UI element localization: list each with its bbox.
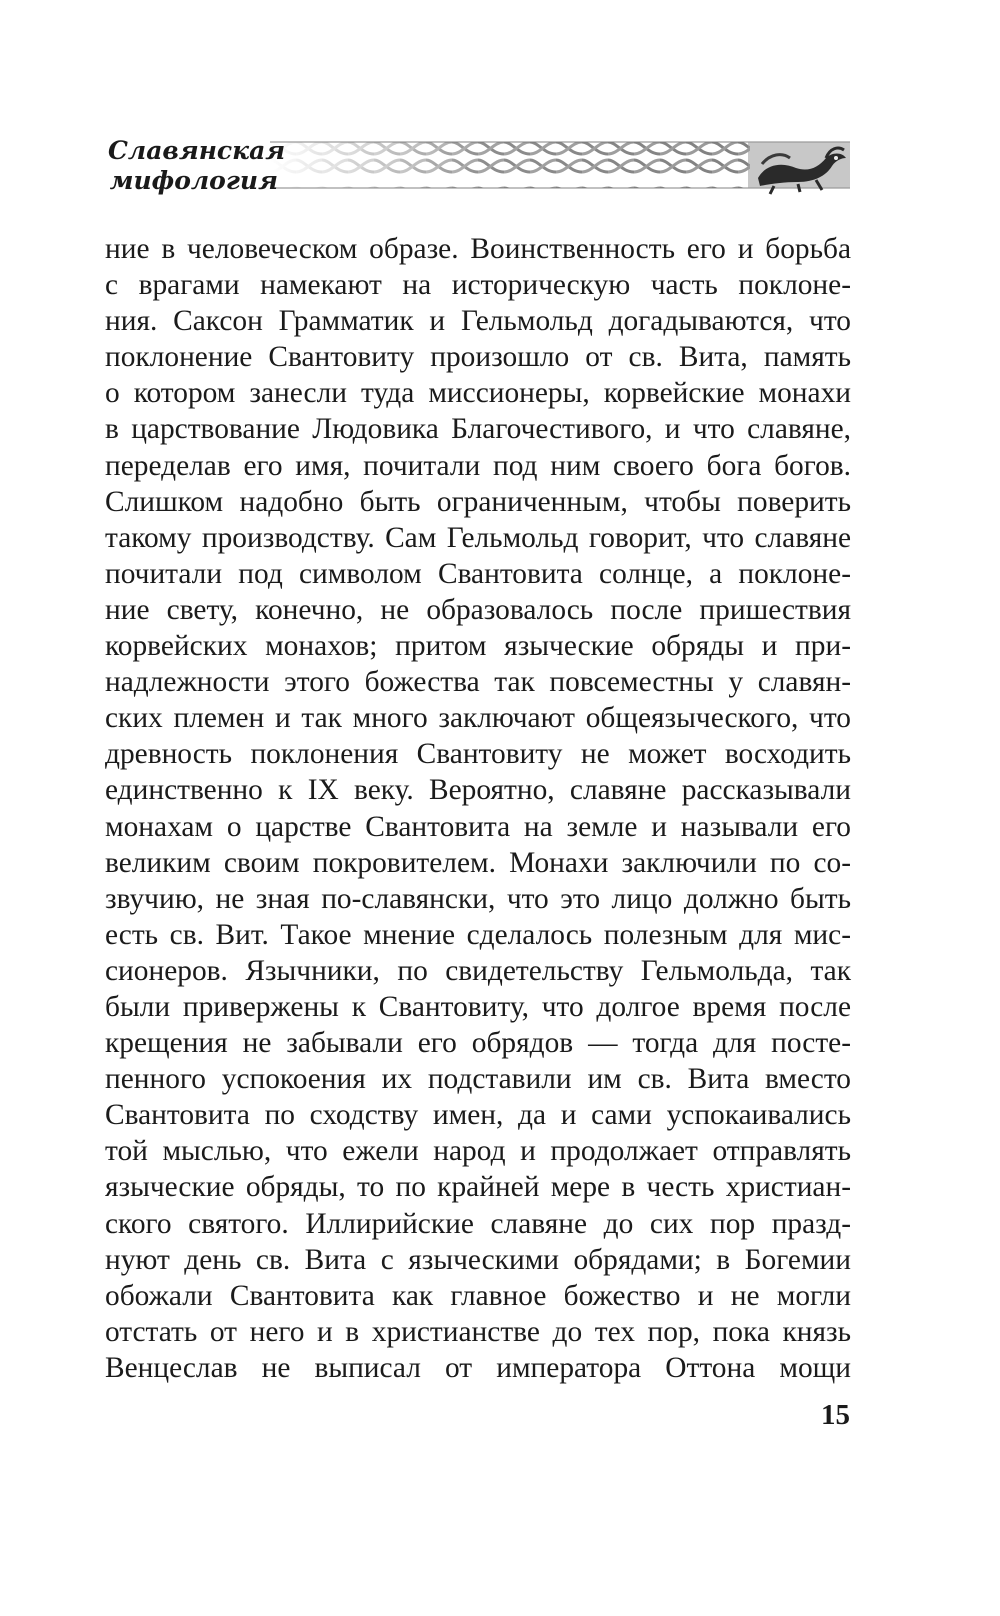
book-title: [108, 136, 286, 196]
text-line: ние в человеческом образе. Воинственность его и борьба: [105, 233, 851, 265]
text-line: обожали Свантовита как главное божество и не могли: [105, 1279, 851, 1312]
text-line: крещения не забывали его обрядов — тогда для посте-: [105, 1027, 851, 1060]
text-line: монахам о царстве Свантовита на земле и называли его: [105, 810, 851, 843]
text-line: есть св. Вит. Такое мнение сделалось полезным для мис-: [105, 918, 851, 951]
text-line: отстать от него и в христианстве до тех пор, пока князь: [105, 1315, 851, 1348]
text-line: были привержены к Свантовиту, что долгое время после: [105, 990, 851, 1023]
text-line: нуют день св. Вита с языческими обрядами; в Богемии: [105, 1243, 851, 1276]
text-line: поклонение Свантовиту произошло от св. Вита, память: [105, 341, 851, 374]
text-line: Слишком надобно быть ограниченным, чтобы поверить: [105, 485, 851, 518]
text-line: великим своим покровителем. Монахи заключили по со-: [105, 846, 851, 879]
text-line: ских племен и так много заключают общеязыческого, что: [105, 702, 851, 735]
page-number: 15: [821, 1399, 850, 1431]
text-line: такому производству. Сам Гельмольд говорит, что славяне: [105, 521, 851, 554]
text-line: ние свету, конечно, не образовалось после пришествия: [105, 593, 851, 626]
text-line: древность поклонения Свантовиту не может восходить: [105, 738, 851, 771]
text-line: звучию, не зная по-славянски, что это лицо должно быть: [105, 882, 851, 915]
text-line: ния. Саксон Грамматик и Гельмольд догадываются, что: [105, 305, 851, 338]
text-line: единственно к IX веку. Вероятно, славяне рассказывали: [105, 774, 851, 807]
text-line: корвейских монахов; притом языческие обряды и при-: [105, 630, 851, 663]
braided-band-with-beast-icon: [270, 134, 850, 196]
text-line: Венцеслав не выписал от императора Оттона мощи: [105, 1351, 851, 1384]
text-line: языческие обряды, то по крайней мере в честь христиан-: [105, 1171, 851, 1204]
text-line: с врагами намекают на историческую часть поклоне-: [105, 269, 851, 302]
text-line: надлежности этого божества так повсеместны у славян-: [105, 666, 851, 699]
running-header: [100, 132, 850, 200]
text-line: почитали под символом Свантовита солнце, а поклоне-: [105, 557, 851, 590]
text-line: той мыслью, что ежели народ и продолжает отправлять: [105, 1135, 851, 1168]
text-line: переделав его имя, почитали под ним своего бога богов.: [105, 449, 851, 482]
text-line: ского святого. Иллирийские славяне до сих пор празд-: [105, 1207, 851, 1240]
book-title-line-2: мифология: [109, 166, 278, 195]
book-title-line-1: Славянская: [108, 136, 286, 165]
text-line: сионеров. Язычники, по свидетельству Гельмольда, так: [105, 954, 851, 987]
text-line: в царствование Людовика Благочестивого, и что славяне,: [105, 413, 851, 446]
text-line: о котором занесли туда миссионеры, корвейские монахи: [105, 377, 851, 410]
text-line: Свантовита по сходству имен, да и сами успокаивались: [105, 1099, 851, 1132]
body-text: [105, 231, 851, 1386]
text-line: пенного успокоения их подставили им св. Вита вместо: [105, 1063, 851, 1096]
